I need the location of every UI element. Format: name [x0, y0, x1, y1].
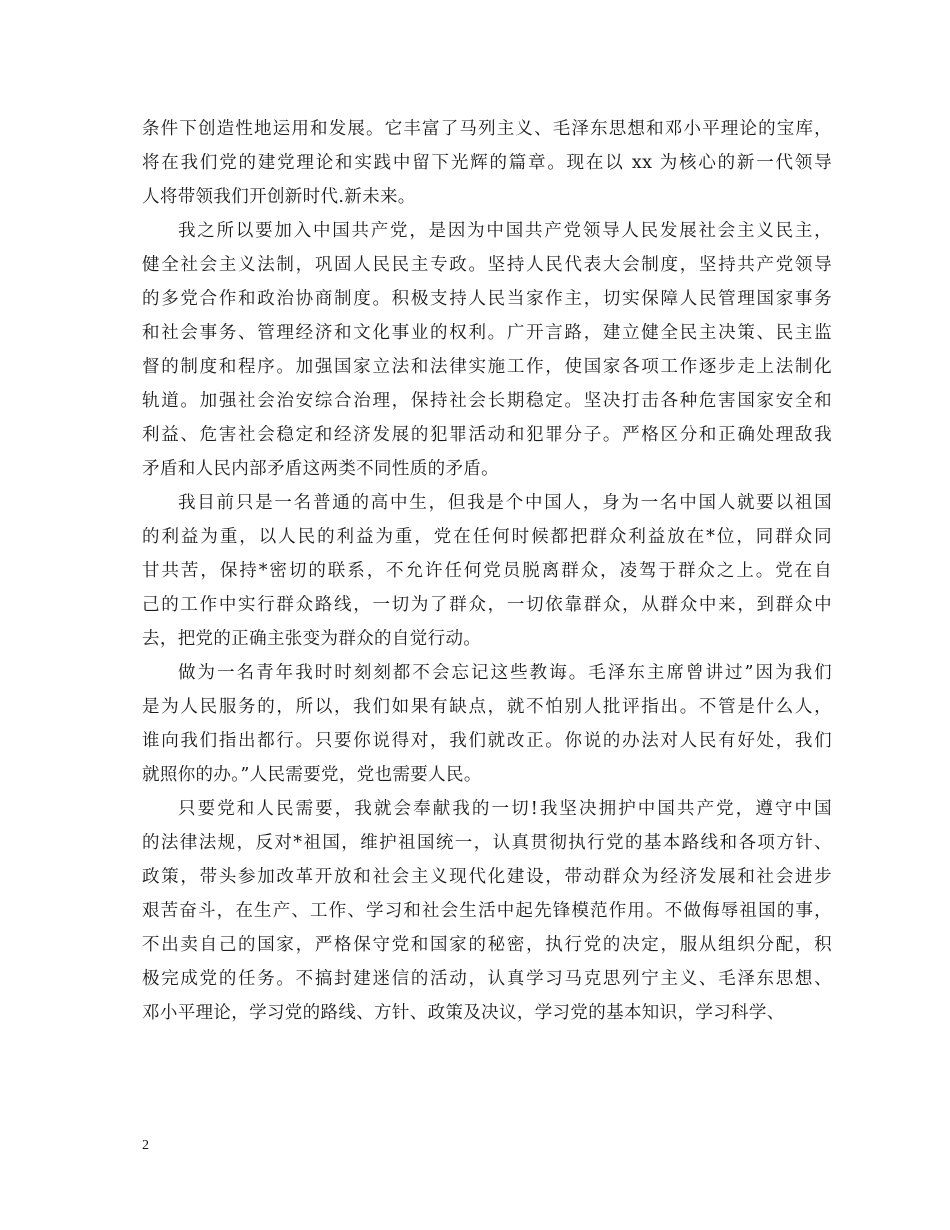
text-line: 艰苦奋斗，在生产、工作、学习和社会生活中起先锋模范作用。不做侮辱祖国的事，	[142, 901, 832, 921]
text-line: 是为人民服务的，所以，我们如果有缺点，就不怕别人批评指出。不管是什么人，	[142, 697, 832, 717]
text-line: 矛盾和人民内部矛盾这两类不同性质的矛盾。	[142, 459, 499, 479]
text-line: 我之所以要加入中国共产党，是因为中国共产党领导人民发展社会主义民主，	[178, 221, 832, 241]
text-line: 己的工作中实行群众路线，一切为了群众，一切依靠群众，从群众中来，到群众中	[142, 595, 832, 615]
text-line: 的利益为重，以人民的利益为重，党在任何时候都把群众利益放在*位，同群众同	[142, 527, 832, 547]
text-line: 利益、危害社会稳定和经济发展的犯罪活动和犯罪分子。严格区分和正确处理敌我	[142, 425, 832, 445]
text-line: 只要党和人民需要，我就会奉献我的一切!我坚决拥护中国共产党，遵守中国	[178, 799, 832, 819]
text-line: 做为一名青年我时时刻刻都不会忘记这些教诲。毛泽东主席曾讲过”因为我们	[178, 663, 832, 683]
text-line: 政策，带头参加改革开放和社会主义现代化建设，带动群众为经济发展和社会进步	[142, 867, 832, 887]
text-line: 甘共苦，保持*密切的联系，不允许任何党员脱离群众，凌驾于群众之上。党在自	[142, 561, 832, 581]
text-line: 的多党合作和政治协商制度。积极支持人民当家作主，切实保障人民管理国家事务	[142, 289, 832, 309]
text-line: 健全社会主义法制，巩固人民民主专政。坚持人民代表大会制度，坚持共产党领导	[142, 255, 832, 275]
text-line: 人将带领我们开创新时代.新未来。	[142, 187, 416, 207]
text-line: 将在我们党的建党理论和实践中留下光辉的篇章。现在以 xx 为核心的新一代领导	[142, 153, 832, 173]
text-line: 谁向我们指出都行。只要你说得对，我们就改正。你说的办法对人民有好处，我们	[142, 731, 832, 751]
text-line: 不出卖自己的国家，严格保守党和国家的秘密，执行党的决定，服从组织分配，积	[142, 935, 832, 955]
body-text	[142, 112, 832, 1030]
text-line: 就照你的办。”人民需要党，党也需要人民。	[142, 765, 482, 785]
text-line: 督的制度和程序。加强国家立法和法律实施工作，使国家各项工作逐步走上法制化	[142, 357, 832, 377]
text-line: 邓小平理论，学习党的路线、方针、政策及决议，学习党的基本知识，学习科学、	[142, 1003, 785, 1023]
text-line: 轨道。加强社会治安综合治理，保持社会长期稳定。坚决打击各种危害国家安全和	[142, 391, 832, 411]
text-line: 极完成党的任务。不搞封建迷信的活动，认真学习马克思列宁主义、毛泽东思想、	[142, 969, 832, 989]
text-line: 去，把党的正确主张变为群众的自觉行动。	[142, 629, 482, 649]
text-line: 我目前只是一名普通的高中生，但我是个中国人，身为一名中国人就要以祖国	[178, 493, 832, 513]
text-line: 的法律法规，反对*祖国，维护祖国统一，认真贯彻执行党的基本路线和各项方针、	[142, 833, 832, 853]
text-line: 条件下创造性地运用和发展。它丰富了马列主义、毛泽东思想和邓小平理论的宝库，	[142, 119, 832, 139]
text-line: 和社会事务、管理经济和文化事业的权利。广开言路，建立健全民主决策、民主监	[142, 323, 832, 343]
page-number: 2	[142, 1138, 149, 1153]
